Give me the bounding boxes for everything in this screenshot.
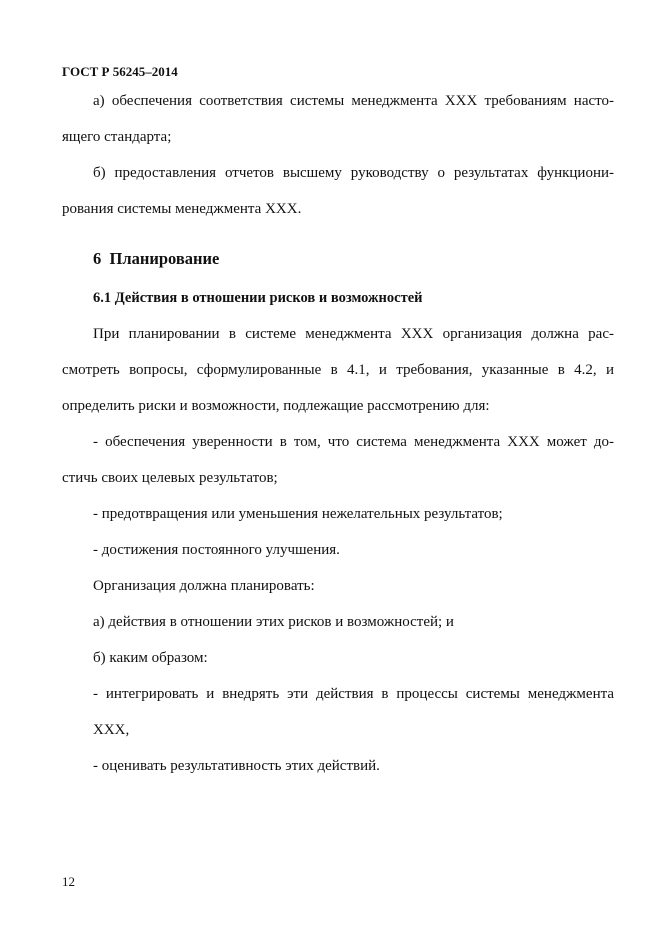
paragraph xyxy=(62,316,614,424)
text-line: - оценивать результативность этих действий. xyxy=(93,758,380,774)
text-line: - обеспечения уверенности в том, что система менеджмента XXX может до- xyxy=(93,434,614,450)
list-item xyxy=(62,604,614,640)
text-line: рования системы менеджмента XXX. xyxy=(62,201,302,217)
text-line: б) предоставления отчетов высшему руководству о результатах функциони- xyxy=(93,165,614,181)
text-line: При планировании в системе менеджмента XXX организация должна рас- xyxy=(93,326,614,342)
text-line: б) каким образом: xyxy=(93,650,208,666)
section-heading: 6 Планирование xyxy=(93,249,220,268)
text-line: XXX, xyxy=(93,722,130,738)
text-line: - достижения постоянного улучшения. xyxy=(93,542,340,558)
list-item xyxy=(62,532,614,568)
list-item xyxy=(62,496,614,532)
text-line: стичь своих целевых результатов; xyxy=(62,470,278,486)
document-code-header: ГОСТ Р 56245–2014 xyxy=(62,64,178,79)
text-line: определить риски и возможности, подлежащие рассмотрению для: xyxy=(62,398,490,414)
list-item xyxy=(62,640,614,676)
page-content xyxy=(62,83,614,784)
page-number: 12 xyxy=(62,874,75,889)
list-item xyxy=(62,424,614,496)
text-line: - интегрировать и внедрять эти действия в процессы системы менеджмента xyxy=(93,686,614,702)
text-line: ящего стандарта; xyxy=(62,129,172,145)
text-line: а) действия в отношении этих рисков и возможностей; и xyxy=(93,614,454,630)
text-line: Организация должна планировать: xyxy=(93,578,315,594)
list-item-a-intro xyxy=(62,83,614,155)
text-line: смотреть вопросы, сформулированные в 4.1, и требования, указанные в 4.2, и xyxy=(62,362,614,378)
text-line: - предотвращения или уменьшения нежелательных результатов; xyxy=(93,506,503,522)
paragraph xyxy=(62,568,614,604)
list-item-b-intro xyxy=(62,155,614,227)
text-line: а) обеспечения соответствия системы менеджмента XXX требованиям насто- xyxy=(93,93,614,109)
list-item xyxy=(62,676,614,748)
subsection-heading: 6.1 Действия в отношении рисков и возможностей xyxy=(93,290,423,306)
list-item xyxy=(62,748,614,784)
